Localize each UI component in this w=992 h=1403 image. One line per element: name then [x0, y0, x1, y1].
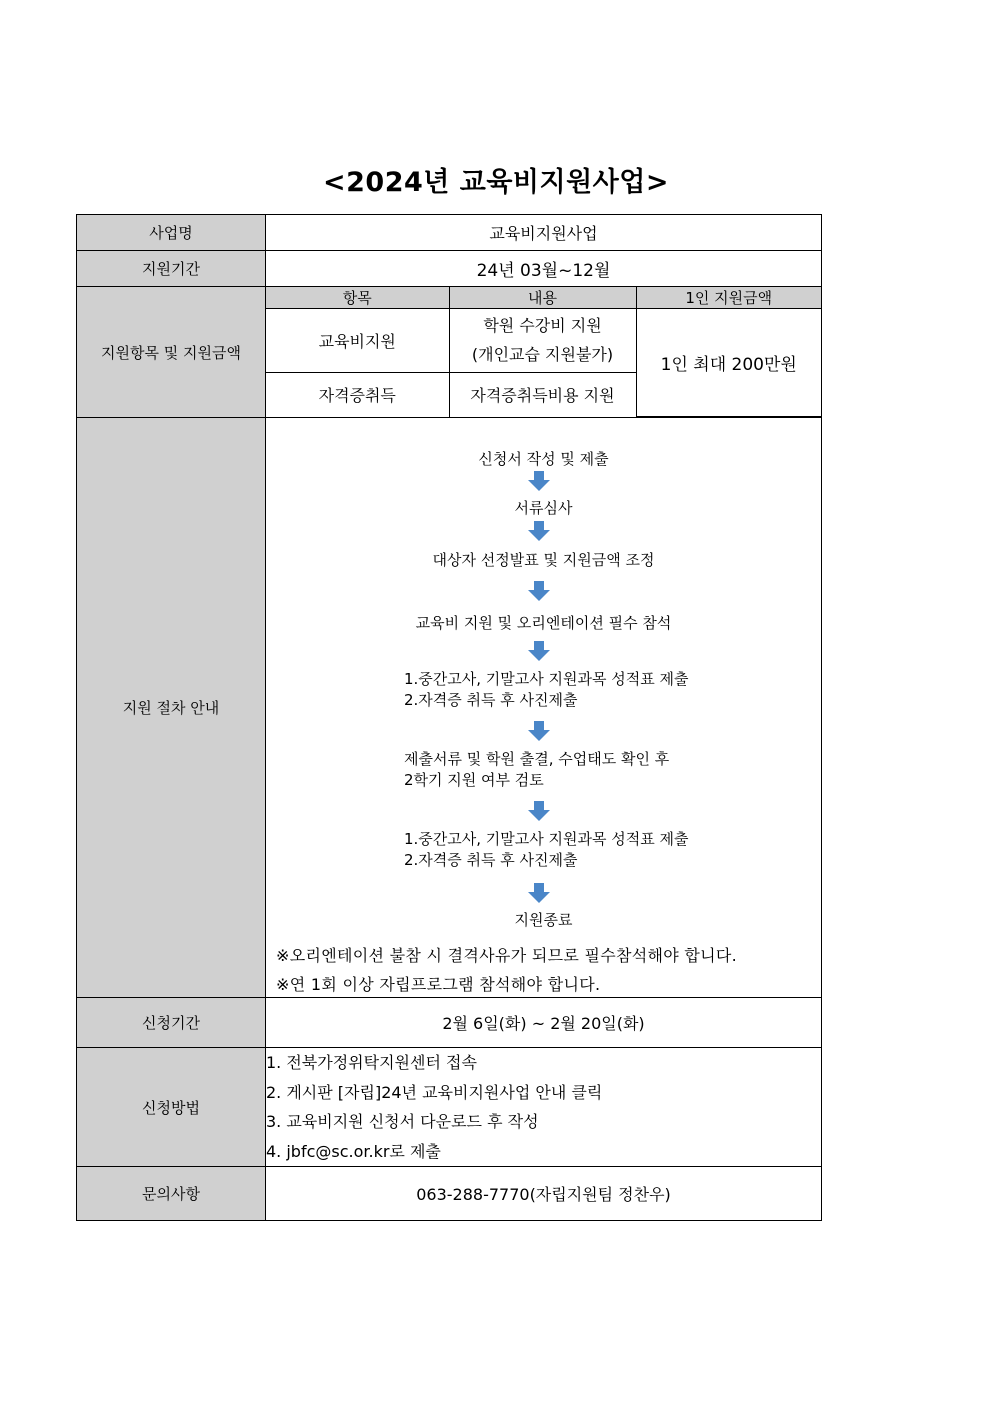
- row-procedure: [77, 418, 822, 998]
- content-education-line2: (개인교습 지원불가): [471, 345, 614, 365]
- step-submit-2a: 1.중간고사, 기말고사 지원과목 성적표 제출: [404, 829, 689, 848]
- arrow-down-icon: [528, 801, 550, 821]
- arrow-down-icon: [528, 471, 550, 491]
- arrow-down-icon: [528, 581, 550, 601]
- label-project: 사업명: [77, 215, 266, 251]
- step-review: 서류심사: [514, 498, 573, 517]
- header-item: 항목: [266, 287, 449, 309]
- step-selection: 대상자 선정발표 및 지원금액 조정: [432, 550, 655, 569]
- method-line-1: 1. 전북가정위탁지원센터 접속: [266, 1053, 477, 1072]
- step-check-b: 2학기 지원 여부 검토: [404, 770, 544, 789]
- step-submit-1b: 2.자격증 취득 후 사진제출: [404, 690, 578, 709]
- header-amount: 1인 지원금액: [636, 287, 821, 309]
- items-cell: [266, 287, 822, 418]
- row-apply-period: [77, 998, 822, 1048]
- note-orientation: ※오리엔테이션 불참 시 결격사유가 되므로 필수참석해야 합니다.: [276, 945, 738, 965]
- content-certificate: 자격증취득비용 지원: [449, 372, 636, 416]
- content-education: [449, 309, 636, 372]
- method-line-2: 2. 게시판 [자립]24년 교육비지원사업 안내 클릭: [266, 1082, 603, 1102]
- arrow-down-icon: [528, 883, 550, 903]
- step-submit-2b: 2.자격증 취득 후 사진제출: [404, 850, 578, 869]
- step-submit-1a: 1.중간고사, 기말고사 지원과목 성적표 제출: [404, 669, 689, 688]
- step-end: 지원종료: [514, 910, 573, 929]
- info-table: [76, 214, 822, 1221]
- label-apply-method: 신청방법: [77, 1048, 266, 1167]
- items-table: [266, 287, 821, 417]
- method-line-3: 3. 교육비지원 신청서 다운로드 후 작성: [266, 1112, 539, 1131]
- value-apply-period: 2월 6일(화) ~ 2월 20일(화): [266, 998, 822, 1048]
- value-project: 교육비지원사업: [266, 215, 822, 251]
- row-period: [77, 251, 822, 287]
- note-program: ※연 1회 이상 자립프로그램 참석해야 합니다.: [276, 974, 601, 994]
- step-orientation: 교육비 지원 및 오리엔테이션 필수 참석: [415, 613, 672, 632]
- value-period: 24년 03월~12월: [266, 251, 822, 287]
- label-apply-period: 신청기간: [77, 998, 266, 1048]
- method-line-4: 4. jbfc@sc.or.kr로 제출: [266, 1141, 441, 1161]
- row-apply-method: [77, 1048, 822, 1167]
- arrow-down-icon: [528, 641, 550, 661]
- arrow-down-icon: [528, 721, 550, 741]
- value-contact: 063-288-7770(자립지원팀 정찬우): [266, 1167, 822, 1221]
- row-contact: [77, 1167, 822, 1221]
- label-items: 지원항목 및 지원금액: [77, 287, 266, 418]
- arrow-down-icon: [528, 521, 550, 541]
- label-contact: 문의사항: [77, 1167, 266, 1221]
- item-education: 교육비지원: [266, 309, 449, 372]
- header-content: 내용: [449, 287, 636, 309]
- procedure-flow: [266, 419, 821, 997]
- row-items: [77, 287, 822, 418]
- amount-value: 1인 최대 200만원: [636, 309, 821, 417]
- page-title: <2024년 교육비지원사업>: [323, 167, 669, 198]
- label-procedure: 지원 절차 안내: [77, 418, 266, 998]
- row-project: [77, 215, 822, 251]
- step-apply: 신청서 작성 및 제출: [478, 449, 609, 468]
- value-apply-method: [266, 1048, 822, 1167]
- label-period: 지원기간: [77, 251, 266, 287]
- step-check-a: 제출서류 및 학원 출결, 수업태도 확인 후: [404, 749, 670, 768]
- procedure-cell: [266, 418, 822, 998]
- content-education-line1: 학원 수강비 지원: [483, 316, 602, 336]
- item-certificate: 자격증취득: [266, 372, 449, 416]
